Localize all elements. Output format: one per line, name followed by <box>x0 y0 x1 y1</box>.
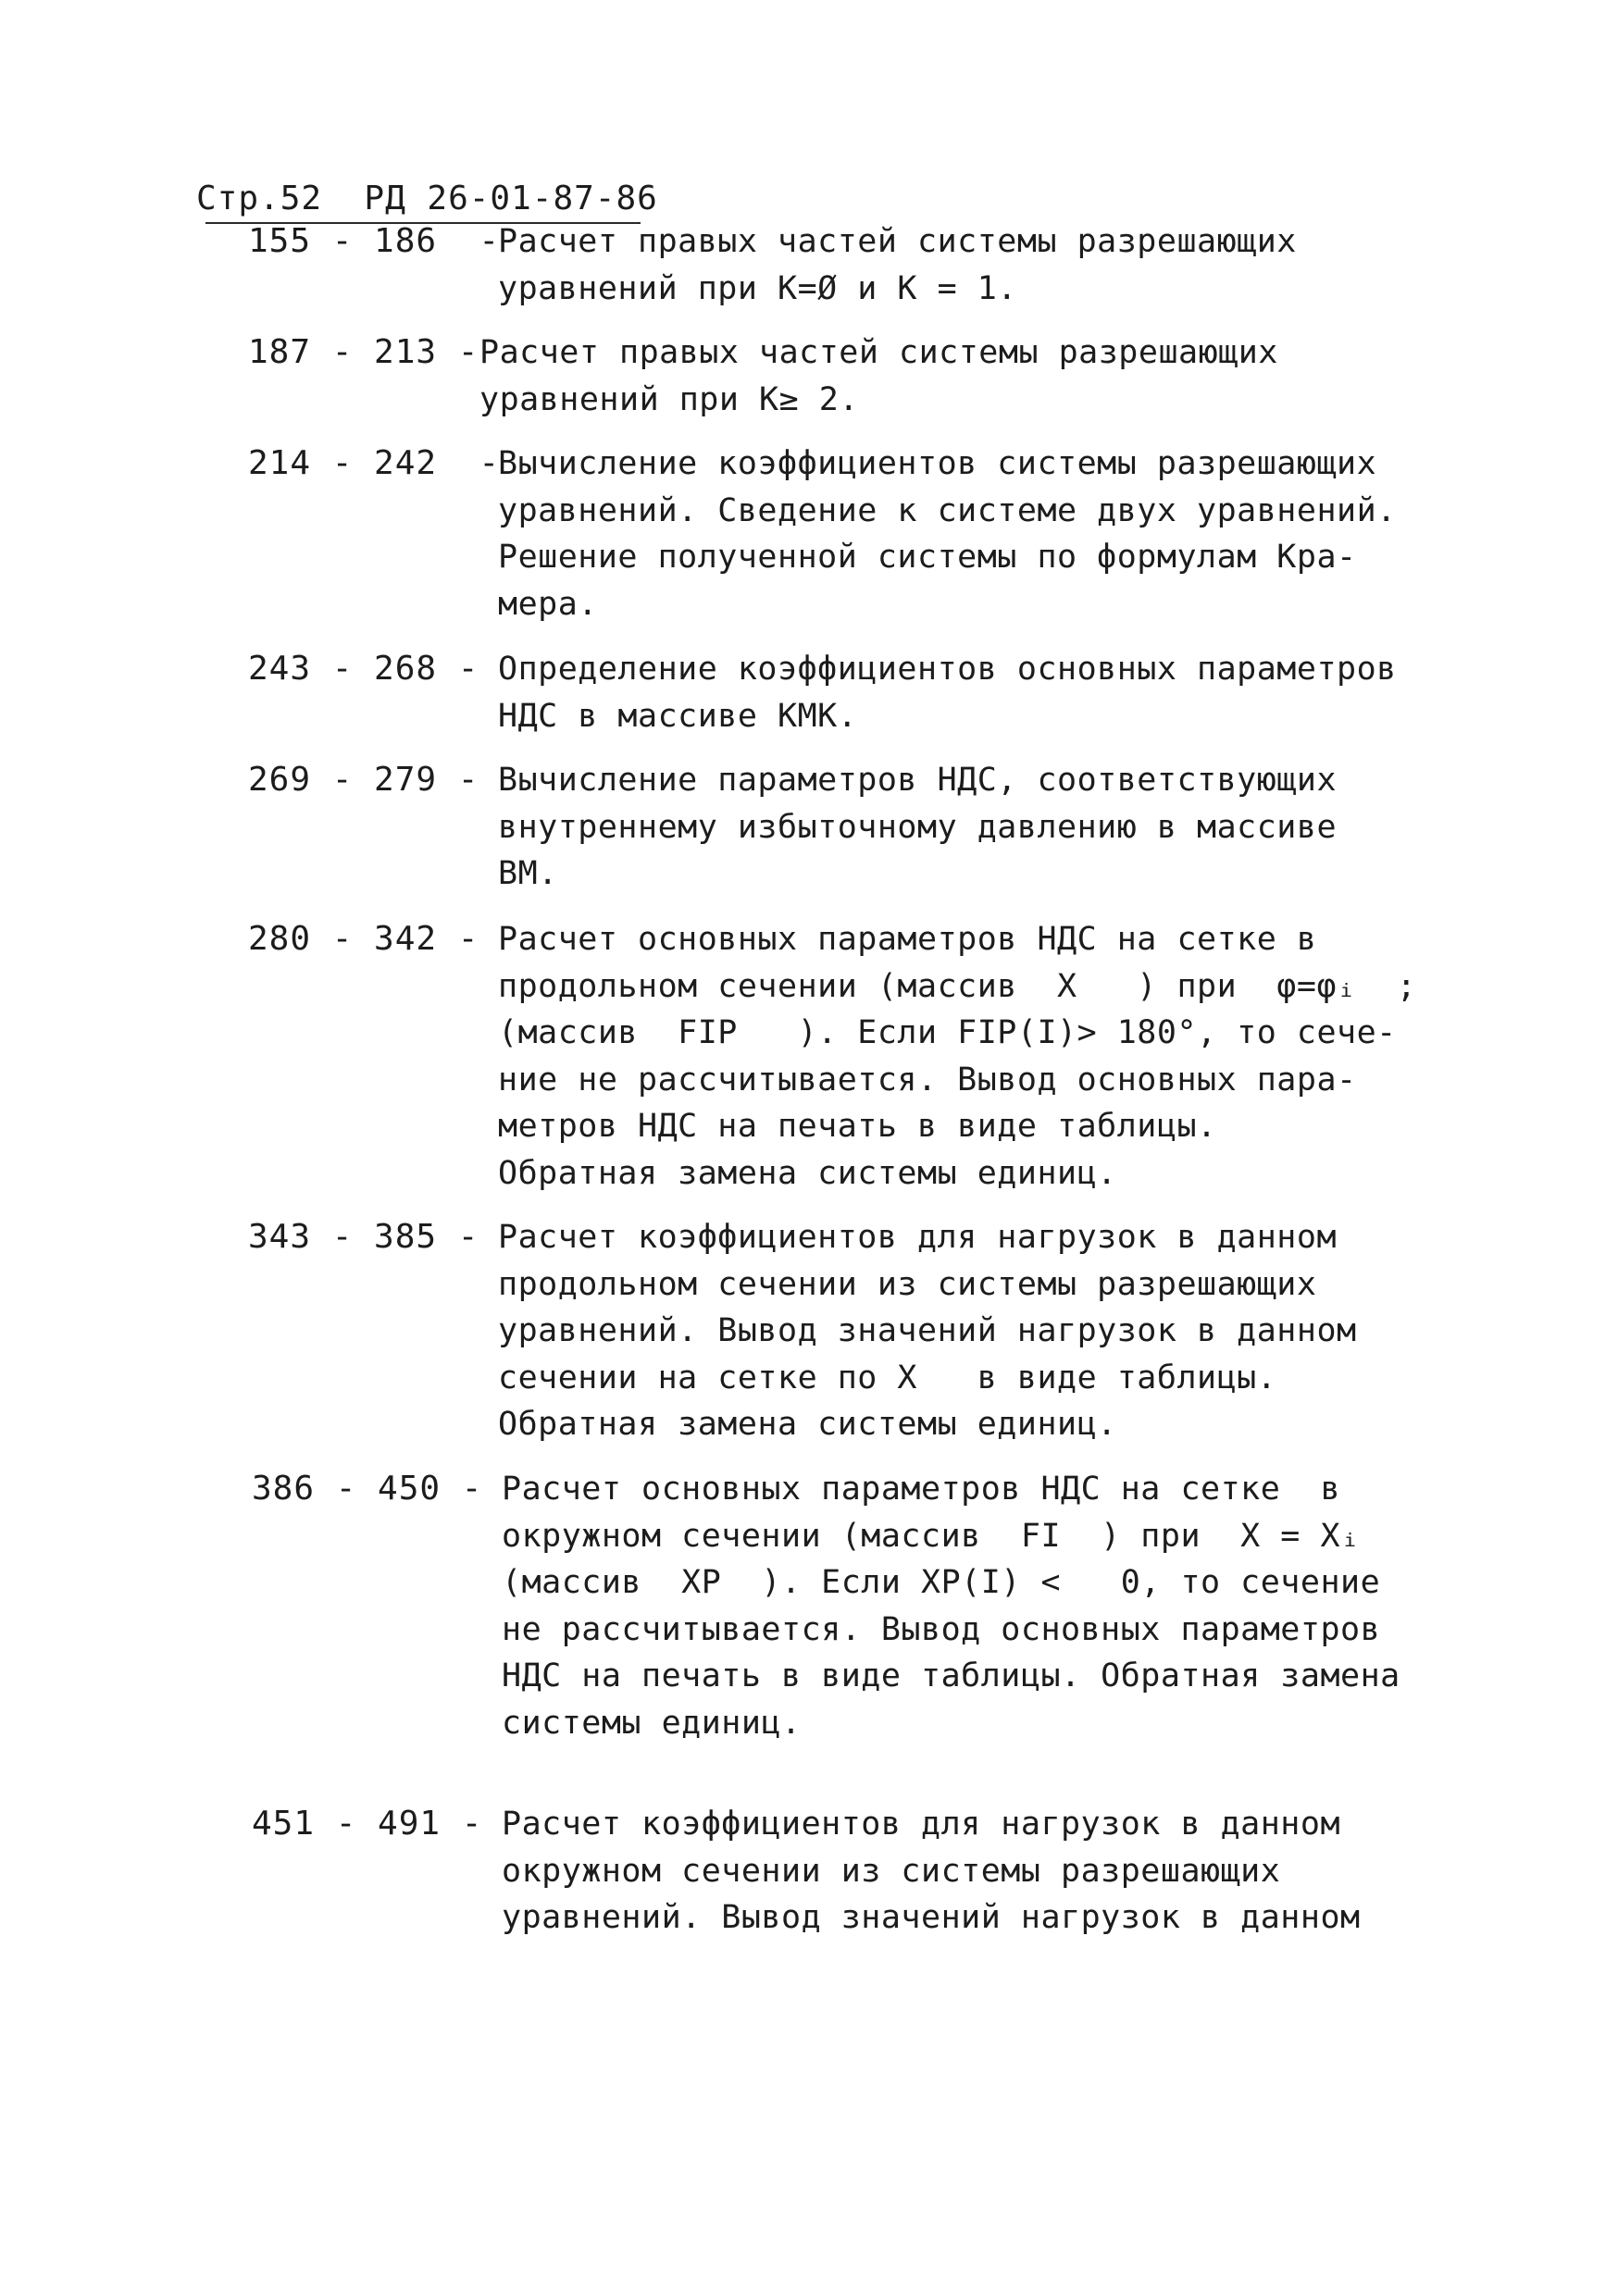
entry-range: 243 - 268 - <box>248 650 479 688</box>
entry-description <box>502 1466 1400 1746</box>
entry-line: окружном сечении (массив FI ) при X = Xᵢ <box>502 1517 1361 1555</box>
entry-line: Расчет основных параметров НДС на сетке в <box>498 921 1317 958</box>
entry-range: 343 - 385 - <box>248 1218 479 1256</box>
entry-line: сечении на сетке по X в виде таблицы. <box>498 1359 1277 1396</box>
entry-description <box>498 646 1397 739</box>
entry-line: Обратная замена системы единиц. <box>498 1406 1117 1443</box>
entry-range: 386 - 450 - <box>252 1470 483 1508</box>
entry-line: продольном сечении (массив X ) при φ=φᵢ ; <box>498 967 1417 1005</box>
entry-line: (массив FIP ). Если FIP(I)> 180°, то сече- <box>498 1014 1397 1051</box>
entry-description <box>498 916 1416 1197</box>
entry-line: Расчет правых частей системы разрешающих <box>498 223 1297 260</box>
entry-line: Расчет основных параметров НДС на сетке в <box>502 1471 1341 1508</box>
entry-line: Вычисление параметров НДС, соответствующих <box>498 762 1338 799</box>
entry-line: уравнений. Вывод значений нагрузок в данном <box>502 1899 1361 1936</box>
entry-range: 155 - 186 - <box>248 222 501 260</box>
entry-description <box>498 757 1337 898</box>
entry-line: уравнений. Вывод значений нагрузок в данном <box>498 1312 1357 1349</box>
entry-line: НДС в массиве КМК. <box>498 697 858 735</box>
entry-line: окружном сечении из системы разрешающих <box>502 1852 1281 1890</box>
entry-line: уравнений при К=Ø и К = 1. <box>498 269 1017 307</box>
entry-description <box>498 1214 1357 1448</box>
entry-description <box>498 218 1297 312</box>
entry-line: Расчет коэффициентов для нагрузок в данном <box>498 1219 1338 1256</box>
entry-description <box>479 329 1278 423</box>
entry-line: продольном сечении из системы разрешающих <box>498 1265 1317 1303</box>
entry-line: Определение коэффициентов основных параметров <box>498 651 1397 688</box>
entry-range: 269 - 279 - <box>248 761 479 799</box>
entry-line: внутреннему избыточному давлению в массиве <box>498 808 1338 846</box>
entry-range: 451 - 491 - <box>252 1805 483 1843</box>
entry-line: Обратная замена системы единиц. <box>498 1154 1117 1192</box>
entry-range: 187 - 213 - <box>248 333 479 371</box>
entry-line: системы единиц. <box>502 1704 802 1742</box>
entry-line: НДС на печать в виде таблицы. Обратная замена <box>502 1657 1400 1694</box>
entry-line: уравнений при К≥ 2. <box>479 380 859 418</box>
entry-range: 214 - 242 - <box>248 444 501 482</box>
entry-range: 280 - 342 - <box>248 920 479 958</box>
entry-line: (массив XP ). Если XP(I) < 0, то сечение <box>502 1564 1381 1601</box>
entry-line: мера. <box>498 585 598 623</box>
page-header: Стр.52 РД 26-01-87-86 <box>196 180 658 217</box>
entry-description <box>502 1801 1361 1942</box>
entry-line: Расчет правых частей системы разрешающих <box>479 334 1278 371</box>
entry-line: ВМ. <box>498 855 558 892</box>
entry-line: ние не рассчитывается. Вывод основных пара- <box>498 1061 1357 1098</box>
entry-line: Решение полученной системы по формулам Кра- <box>498 539 1357 576</box>
entry-line: метров НДС на печать в виде таблицы. <box>498 1108 1217 1145</box>
entry-line: Вычисление коэффициентов системы разрешающих <box>498 445 1377 482</box>
entry-line: не рассчитывается. Вывод основных параметров <box>502 1610 1381 1648</box>
entry-line: Расчет коэффициентов для нагрузок в данном <box>502 1806 1341 1843</box>
entry-line: уравнений. Сведение к системе двух уравнений. <box>498 491 1397 529</box>
entry-description <box>498 441 1397 627</box>
